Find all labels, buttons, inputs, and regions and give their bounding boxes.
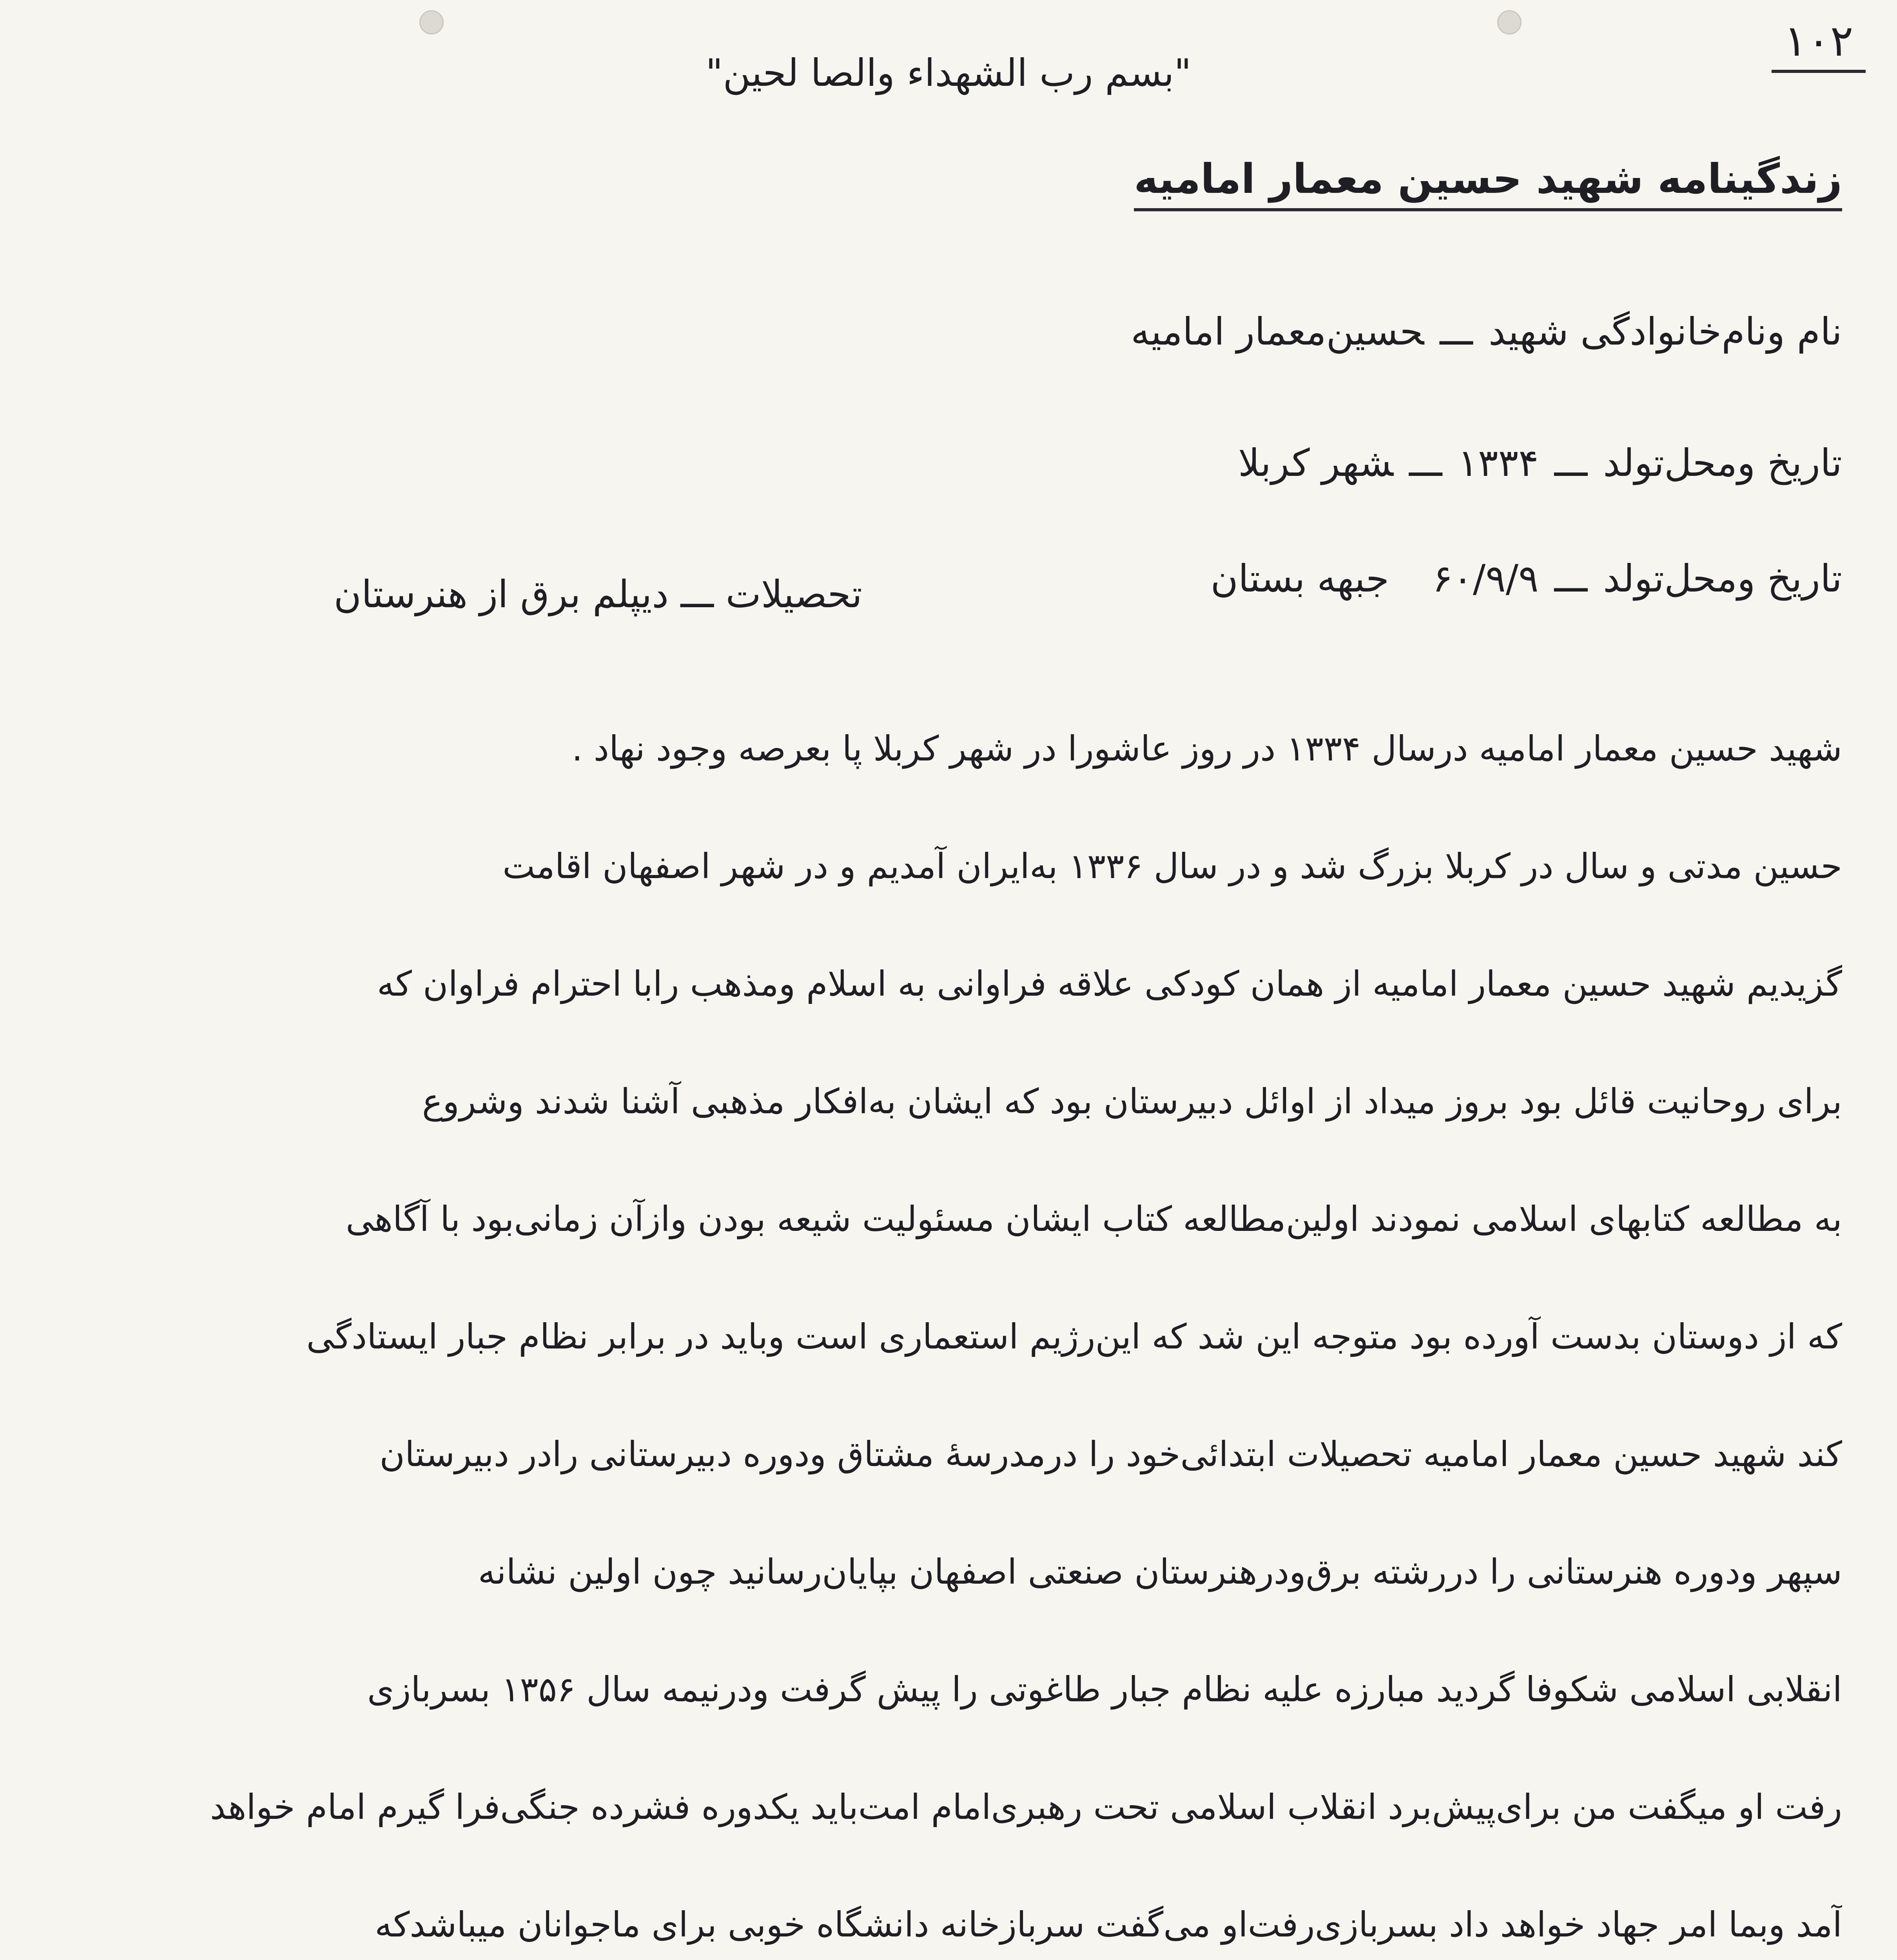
body-line: شهید حسین معمار امامیه درسال ۱۳۳۴ در روز عاشورا در شهر کربلا پا بعرصه وجود نهاد . [571, 728, 1842, 769]
body-line: به مطالعه کتابهای اسلامی نمودند اولین‌مطالعه کتاب ایشان مسئولیت شیعه بودن وازآن زمانی‌بود با آگاهی [346, 1199, 1842, 1239]
document-title: زندگینامه شهید حسین معمار امامیه [1134, 155, 1842, 211]
body-line: کند شهید حسین معمار امامیه تحصیلات ابتدائی‌خود را درمدرسهٔ مشتاق ودوره دبیرستانی رادر دبیرستان [379, 1434, 1842, 1474]
birth-field [1238, 441, 1842, 485]
body-line: برای روحانیت قائل بود بروز میداد از اوائل دبیرستان بود که ایشان به‌افکار مذهبی آشنا شدند وشروع [422, 1081, 1842, 1122]
birth-year: ۱۳۳۴ [1458, 441, 1539, 485]
page-number: ۱۰۲ [1772, 16, 1866, 73]
education-field [196, 572, 862, 616]
body-line: که از دوستان بدست آورده بود متوجه این شد که این‌رژیم استعماری است وباید در برابر نظام جبار ایستادگی [306, 1316, 1842, 1357]
separator: ـــ [1554, 557, 1588, 601]
bismillah-heading: "بسم رب الشهداء والصا لحین" [705, 51, 1192, 95]
name-field [1131, 310, 1842, 354]
separator: ـــ [1554, 441, 1588, 485]
body-line: آمد وبما امر جهاد خواهد داد بسربازی‌رفت‌او می‌گفت سربازخانه دانشگاه خوبی برای ماجوانان میباشدکه [375, 1904, 1842, 1945]
education-value: دیپلم برق از هنرستان [334, 572, 669, 616]
body-line: حسین مدتی و سال در کربلا بزرگ شد و در سال ۱۳۳۶ به‌ایران آمدیم و در شهر اصفهان اقامت [502, 846, 1842, 886]
name-value: حسین‌معمار امامیه [1131, 310, 1424, 354]
death-place: جبهه بستان [1210, 557, 1389, 601]
body-line: سپهر ودوره هنرستانی را دررشته برق‌ودرهنرستان صنعتی اصفهان بپایان‌رسانید چون اولین نشانه [478, 1552, 1842, 1592]
separator: ـــ [1440, 310, 1473, 354]
birth-place: شهر کربلا [1238, 441, 1394, 485]
separator: ـــ [669, 572, 726, 616]
body-line: انقلابی اسلامی شکوفا گردید مبارزه علیه نظام جبار طاغوتی را پیش گرفت ودرنیمه سال ۱۳۵۶ بسربازی [367, 1669, 1842, 1710]
education-label: تحصیلات [725, 572, 862, 616]
separator [1389, 557, 1433, 601]
body-line: گزیدیم شهید حسین معمار امامیه از همان کودکی علاقه فراوانی به اسلام ومذهب رابا احترام فراوان که [377, 964, 1842, 1004]
biography-body [16, 723, 1842, 1960]
separator: ـــ [1409, 441, 1442, 485]
birth-label: تاریخ ومحل‌تولد [1603, 441, 1842, 485]
death-label: تاریخ ومحل‌تولد [1603, 557, 1842, 601]
punch-hole [419, 10, 444, 34]
death-field [1211, 557, 1842, 601]
name-label: نام ونام‌خانوادگی شهید [1488, 310, 1842, 354]
death-date: ۶۰/۹/۹ [1432, 557, 1539, 601]
body-line: رفت او میگفت من برای‌پیش‌برد انقلاب اسلامی تحت رهبری‌امام امت‌باید یکدوره فشرده جنگی‌فرا گیرم امام خواهد [210, 1787, 1842, 1827]
punch-hole [1497, 10, 1522, 34]
